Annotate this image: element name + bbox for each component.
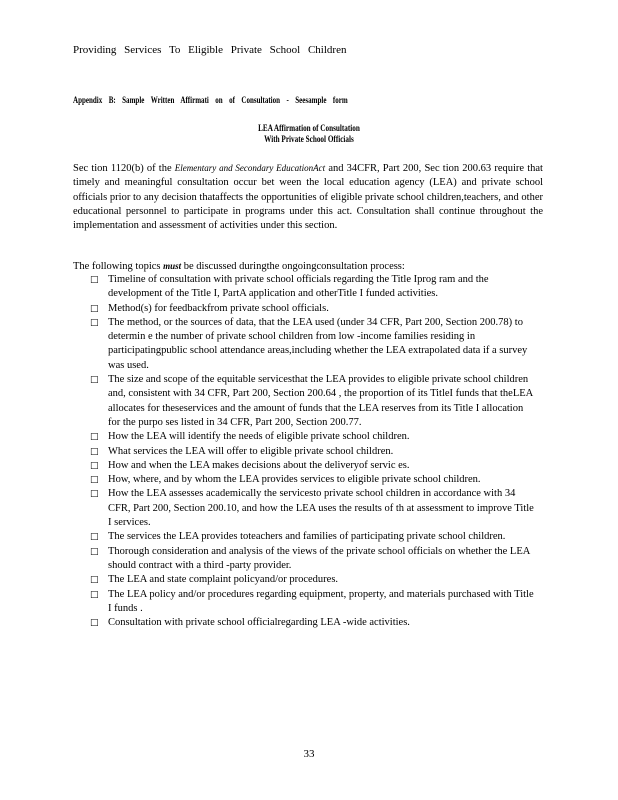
checkbox-bullet-icon: □	[90, 546, 99, 557]
checkbox-bullet-icon: □	[90, 446, 99, 457]
topic-list-item	[90, 530, 536, 544]
topic-list-item	[90, 316, 536, 373]
checkbox-bullet-icon: □	[90, 489, 99, 500]
affirmation-title	[0, 123, 618, 145]
topic-list-item	[90, 487, 536, 530]
topic-text: The size and scope of the equitable servicesthat the LEA provides to eligible private school children and, consistent with 34 CFR, Part 200, Section 200.64 , the proportion of its TitleI funds that theLEA allocates for theseservices and the amount of funds that the LEA reserves from its Title I allocation for the purpo ses listed in 34 CFR, Part 200, Section 200.77.	[108, 374, 533, 428]
checkbox-bullet-icon: □	[90, 375, 99, 386]
checkbox-bullet-icon: □	[90, 589, 99, 600]
topic-text: Thorough consideration and analysis of the views of the private school officials on whether the LEA should contract with a third -party provider.	[108, 545, 530, 571]
checkbox-bullet-icon: □	[90, 317, 99, 328]
paragraph-text-2: and 34CFR, Part 200, Sec tion 200.63 require that timely and meaningful consultation occur bet ween the local education agency (LEA) and private school officials prior to any decision thataffects the opportunities of eligible private school children,teachers, and other educational personnel to participate in programs under this act. Consultation shall continue throughout the implementation and assessment of activities under this section.	[73, 163, 543, 232]
checkbox-bullet-icon: □	[90, 475, 99, 486]
topic-text: What services the LEA will offer to eligible private school children.	[108, 445, 394, 457]
topic-list-item	[90, 373, 536, 430]
running-header: Providing Services To Eligible Private School Children	[73, 44, 347, 56]
checkbox-bullet-icon: □	[90, 460, 99, 471]
paragraph-text-1: Sec tion 1120(b) of the	[73, 163, 175, 174]
topic-text: How the LEA assesses academically the servicesto private school children in accordance with 34 CFR, Part 200, Section 200.10, and how the LEA uses the results of th at assessment to improve Title I services.	[108, 488, 534, 529]
checkbox-bullet-icon: □	[90, 532, 99, 543]
topic-text: How and when the LEA makes decisions about the deliveryof servic es.	[108, 459, 410, 471]
checkbox-bullet-icon: □	[90, 575, 99, 586]
topic-list-item	[90, 302, 536, 316]
intro-text-2: be discussed duringthe ongoingconsultation process:	[181, 261, 405, 272]
topic-text: Consultation with private school officialregarding LEA -wide activities.	[108, 617, 410, 629]
topic-list-item	[90, 459, 536, 473]
topic-list-item	[90, 445, 536, 459]
topic-text: How the LEA will identify the needs of eligible private school children.	[108, 431, 410, 443]
page-number: 33	[303, 748, 315, 760]
topic-list-item	[90, 430, 536, 444]
checkbox-bullet-icon: □	[90, 432, 99, 443]
checkbox-bullet-icon: □	[90, 618, 99, 629]
topic-text: The LEA policy and/or procedures regarding equipment, property, and materials purchased with Title I funds .	[108, 588, 534, 614]
topic-list-item	[90, 273, 536, 302]
topic-text: Method(s) for feedbackfrom private school officials.	[108, 302, 329, 314]
topic-text: The LEA and state complaint policyand/or procedures.	[108, 574, 339, 586]
appendix-heading: Appendix B: Sample Written Affirmati on of Consultation - Seesample form	[73, 95, 348, 105]
topic-text: The services the LEA provides toteachers and families of participating private school children.	[108, 531, 506, 543]
topic-text: How, where, and by whom the LEA provides services to eligible private school children.	[108, 474, 481, 486]
intro-emphasis: must	[163, 261, 182, 271]
intro-text-1: The following topics	[73, 261, 164, 272]
topic-list-item	[90, 473, 536, 487]
checkbox-bullet-icon: □	[90, 275, 99, 285]
topics-intro	[73, 259, 405, 274]
act-title: Elementary and Secondary EducationAct	[174, 163, 326, 173]
topics-list	[90, 273, 536, 630]
checkbox-bullet-icon: □	[90, 303, 99, 314]
topic-list-item	[90, 588, 536, 617]
affirmation-title-line-1: LEA Affirmation of Consultation	[258, 123, 360, 133]
affirmation-title-line-2: With Private School Officials	[264, 134, 354, 144]
section-paragraph	[73, 161, 543, 233]
topic-list-item	[90, 616, 536, 630]
topic-list-item	[90, 545, 536, 574]
topic-text: Timeline of consultation with private school officials regarding the Title Iprog ram and the development of the Title I, PartA application and otherTitle I funded activities.	[108, 274, 489, 300]
topic-list-item	[90, 573, 536, 587]
topic-text: The method, or the sources of data, that the LEA used (under 34 CFR, Part 200, Section 200.78) to determin e the number of private school children from low -income families residing in participatingpublic school attendance areas,including whether the LEA extrapolated data if a survey was used.	[108, 316, 528, 371]
